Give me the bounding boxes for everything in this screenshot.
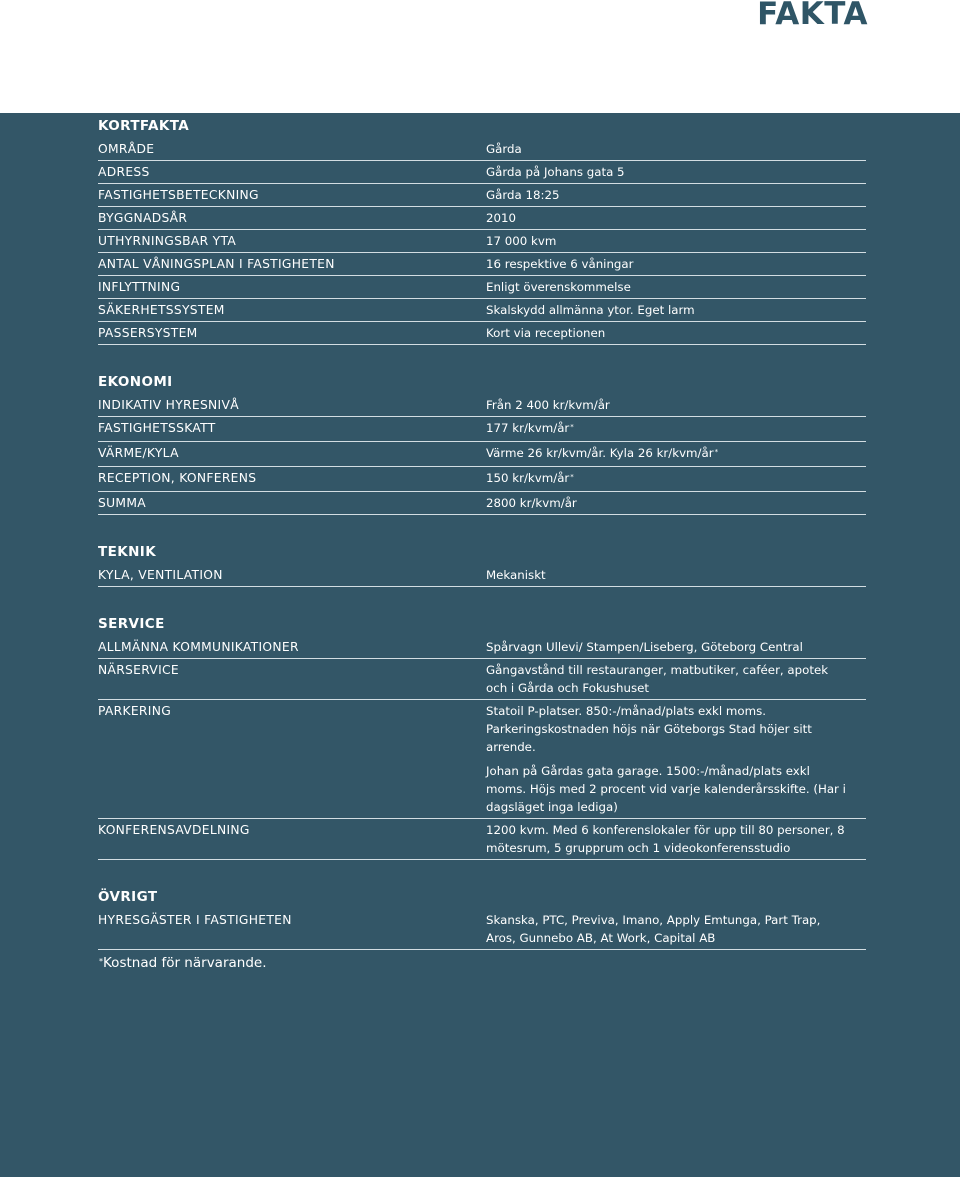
row-label: SÄKERHETSSYSTEM <box>98 303 225 317</box>
page-title: FAKTA <box>757 0 868 32</box>
row-value: Från 2 400 kr/kvm/år <box>486 398 610 412</box>
row-label: RECEPTION, KONFERENS <box>98 471 257 485</box>
row-label: ANTAL VÅNINGSPLAN I FASTIGHETEN <box>98 257 335 271</box>
row-label: BYGGNADSÅR <box>98 211 188 225</box>
row-value: 17 000 kvm <box>486 234 557 248</box>
row-value <box>486 419 866 441</box>
row-label: SUMMA <box>98 496 146 510</box>
fact-sections <box>98 118 866 971</box>
footnote-marker: * <box>99 957 103 966</box>
row-value <box>486 702 866 818</box>
row-label: OMRÅDE <box>98 142 155 156</box>
table-row <box>98 394 866 417</box>
value-text: Johan på Gårdas gata garage. 1500:-/månad/plats exkl moms. Höjs med 2 procent vid varje kalenderårsskifte. (Har i dagsläget inga lediga) <box>486 764 846 814</box>
row-label: HYRESGÄSTER I FASTIGHETEN <box>98 913 292 927</box>
table-row <box>98 909 866 950</box>
row-label: PASSERSYSTEM <box>98 326 198 340</box>
table-row <box>98 322 866 345</box>
row-value: Gårda <box>486 142 522 156</box>
section-title: SERVICE <box>98 616 165 632</box>
value-text: Värme 26 kr/kvm/år. Kyla 26 kr/kvm/år <box>486 446 714 460</box>
row-label: UTHYRNINGSBAR YTA <box>98 234 237 248</box>
row-label: PARKERING <box>98 704 172 718</box>
footnote-text: Kostnad för närvarande. <box>103 955 267 971</box>
row-value: Spårvagn Ullevi/ Stampen/Liseberg, Göteborg Central <box>486 640 803 654</box>
value-text: Statoil P-platser. 850:-/månad/plats exkl moms. Parkeringskostnaden höjs när Göteborgs Stad höjer sitt arrende. <box>486 704 812 754</box>
section-ekonomi <box>98 374 866 515</box>
section-ovrigt <box>98 889 866 950</box>
table-row <box>98 230 866 253</box>
section-service <box>98 616 866 860</box>
row-value: Gårda 18:25 <box>486 188 560 202</box>
table-row <box>98 138 866 161</box>
table-row <box>98 161 866 184</box>
section-kortfakta <box>98 118 866 345</box>
row-value: 2010 <box>486 211 517 225</box>
section-teknik <box>98 544 866 587</box>
row-label: INFLYTTNING <box>98 280 181 294</box>
table-row <box>98 492 866 515</box>
table-row <box>98 467 866 492</box>
table-row <box>98 253 866 276</box>
footnote-marker: * <box>714 448 719 456</box>
row-label: FASTIGHETSBETECKNING <box>98 188 259 202</box>
footnote-marker: * <box>570 473 574 481</box>
table-row <box>98 636 866 659</box>
table-row <box>98 564 866 587</box>
table-row <box>98 184 866 207</box>
value-text: 177 kr/kvm/år <box>486 421 570 435</box>
value-text: 150 kr/kvm/år <box>486 471 570 485</box>
row-value <box>486 444 866 466</box>
row-label: ADRESS <box>98 165 150 179</box>
row-value: 2800 kr/kvm/år <box>486 496 577 510</box>
table-row <box>98 207 866 230</box>
row-value: Enligt överenskommelse <box>486 280 631 294</box>
row-value: Skalskydd allmänna ytor. Eget larm <box>486 303 695 317</box>
row-label: INDIKATIV HYRESNIVÅ <box>98 398 239 412</box>
footnote <box>98 955 866 971</box>
row-label: KYLA, VENTILATION <box>98 568 223 582</box>
table-row <box>98 299 866 322</box>
footnote-marker: * <box>570 423 574 431</box>
table-row <box>98 276 866 299</box>
row-value: Skanska, PTC, Previva, Imano, Apply Emtunga, Part Trap, Aros, Gunnebo AB, At Work, Capital AB <box>486 913 821 945</box>
section-title: TEKNIK <box>98 544 157 560</box>
row-value: Kort via receptionen <box>486 326 606 340</box>
table-row <box>98 819 866 860</box>
table-row <box>98 442 866 467</box>
row-value: Gångavstånd till restauranger, matbutiker, caféer, apotek och i Gårda och Fokushuset <box>486 663 829 695</box>
row-label: NÄRSERVICE <box>98 663 179 677</box>
row-value: Mekaniskt <box>486 568 546 582</box>
table-row <box>98 417 866 442</box>
row-label: VÄRME/KYLA <box>98 446 179 460</box>
section-title: ÖVRIGT <box>98 889 158 905</box>
table-row <box>98 659 866 700</box>
section-title: EKONOMI <box>98 374 173 390</box>
row-value: 16 respektive 6 våningar <box>486 257 634 271</box>
row-label: KONFERENSAVDELNING <box>98 823 250 837</box>
row-value: Gårda på Johans gata 5 <box>486 165 625 179</box>
row-value <box>486 469 866 491</box>
row-label: FASTIGHETSSKATT <box>98 421 216 435</box>
row-label: ALLMÄNNA KOMMUNIKATIONER <box>98 640 299 654</box>
row-value: 1200 kvm. Med 6 konferenslokaler för upp till 80 personer, 8 mötesrum, 5 grupprum och 1 videokonferensstudio <box>486 823 845 855</box>
table-row <box>98 700 866 819</box>
section-title: KORTFAKTA <box>98 118 190 134</box>
